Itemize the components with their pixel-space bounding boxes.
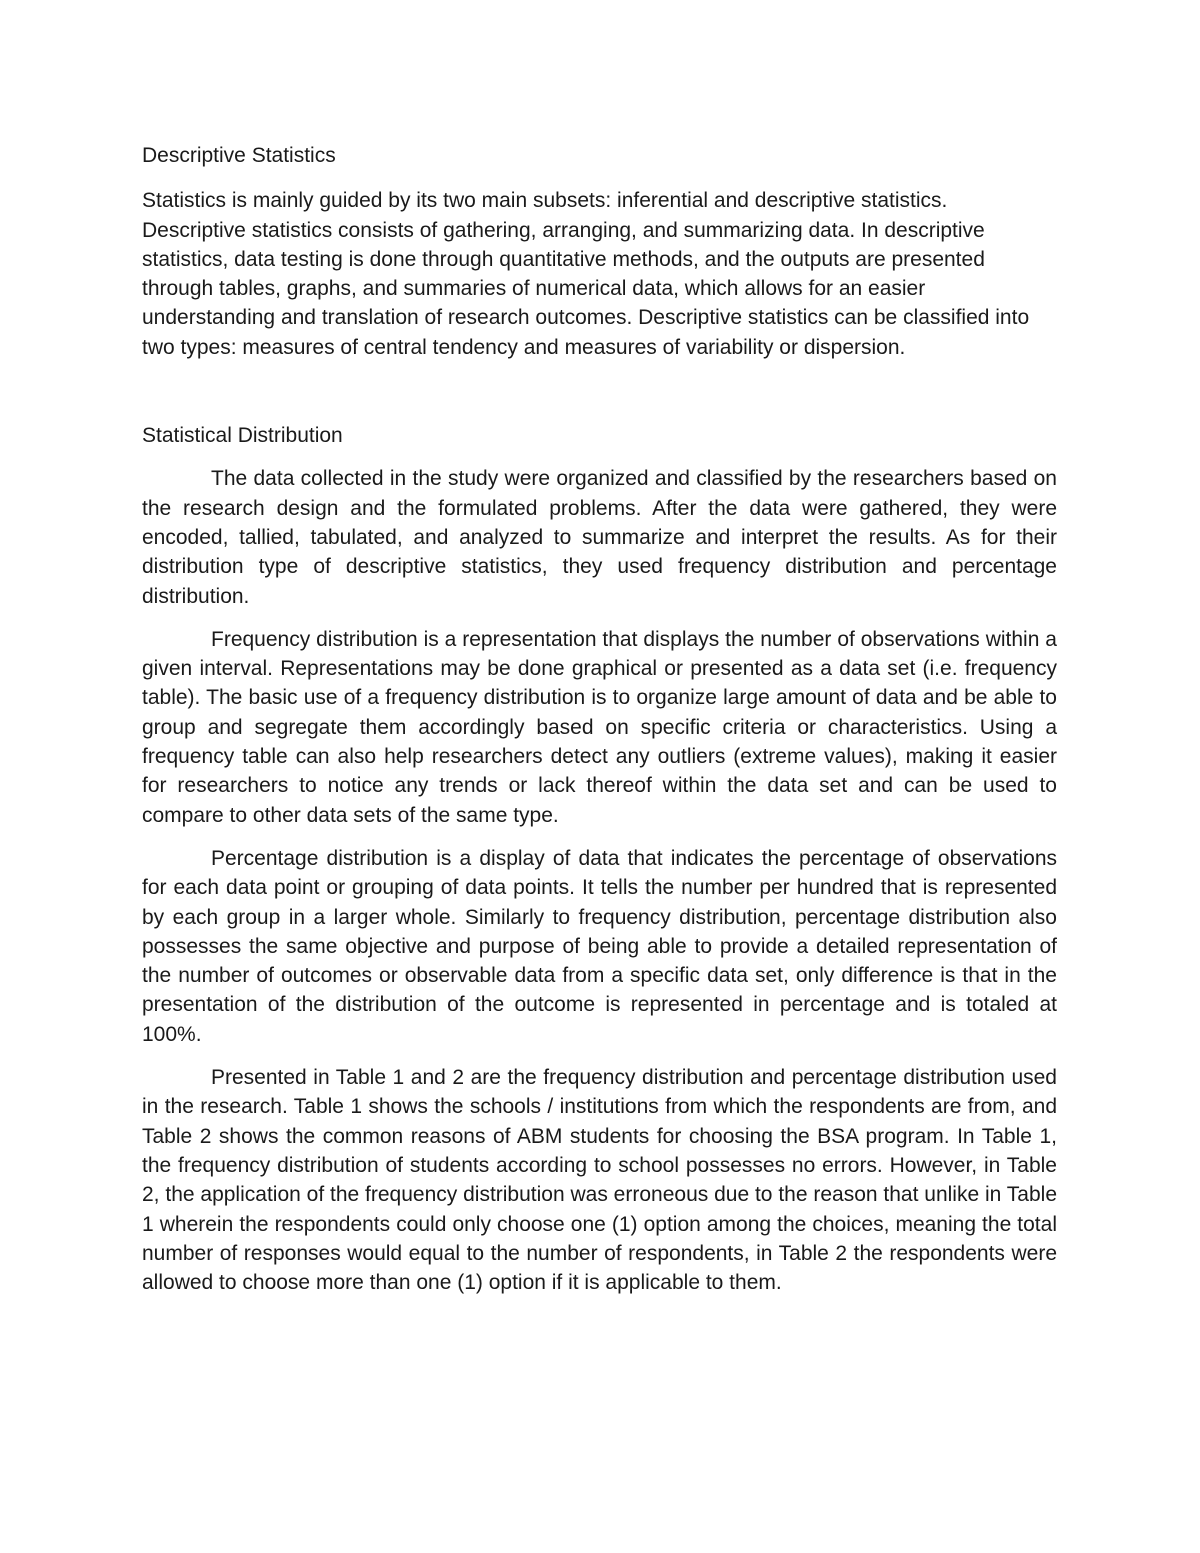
section-heading-statistical-distribution: Statistical Distribution — [142, 424, 343, 448]
document-page — [142, 141, 1057, 1311]
paragraph-frequency-distribution: Frequency distribution is a representation that displays the number of observations within a given interval. Representations may be done graphical or presented as a data set (i.e. frequency table). The basic use of a frequency distribution is to organize large amount of data and be able to group and segregate them accordingly based on specific criteria or characteristics. Using a frequency table can also help researchers detect any outliers (extreme values), making it easier for researchers to notice any trends or lack thereof within the data set and can be used to compare to other data sets of the same type. — [142, 627, 1057, 827]
section-heading-descriptive-statistics: Descriptive Statistics — [142, 144, 336, 167]
paragraph-descriptive-statistics: Statistics is mainly guided by its two main subsets: inferential and descriptive statistics. Descriptive statistics consists of gathering, arranging, and summarizing data. In descriptive statistics, data testing is done through quantitative methods, and the outputs are presented through tables, graphs, and summaries of numerical data, which allows for an easier understanding and translation of research outcomes. Descriptive statistics can be classified into two types: measures of central tendency and measures of variability or dispersion. — [142, 189, 1030, 359]
paragraph-tables-presented: Presented in Table 1 and 2 are the frequency distribution and percentage distribution used in the research. Table 1 shows the schools / institutions from which the respondents are from, and Table 2 shows the common reasons of ABM students for choosing the BSA program. In Table 1, the frequency distribution of students according to school possesses no errors. However, in Table 2, the application of the frequency distribution was erroneous due to the reason that unlike in Table 1 wherein the respondents could only choose one (1) option among the choices, meaning the total number of responses would equal to the number of respondents, in Table 2 the respondents were allowed to choose more than one (1) option if it is applicable to them. — [142, 1066, 1057, 1295]
paragraph-percentage-distribution: Percentage distribution is a display of data that indicates the percentage of observations for each data point or grouping of data points. It tells the number per hundred that is represented by each group in a larger whole. Similarly to frequency distribution, percentage distribution also possesses the same objective and purpose of being able to provide a detailed representation of the number of outcomes or observable data from a specific data set, only difference is that in the presentation of the distribution of the outcome is represented in percentage and is totaled at 100%. — [142, 846, 1057, 1046]
section-spacer — [142, 362, 1057, 421]
paragraph-data-collection: The data collected in the study were organized and classified by the researchers based on the research design and the formulated problems. After the data were gathered, they were encoded, tallied, tabulated, and analyzed to summarize and interpret the results. As for their distribution type of descriptive statistics, they used frequency distribution and percentage distribution. — [142, 467, 1057, 608]
